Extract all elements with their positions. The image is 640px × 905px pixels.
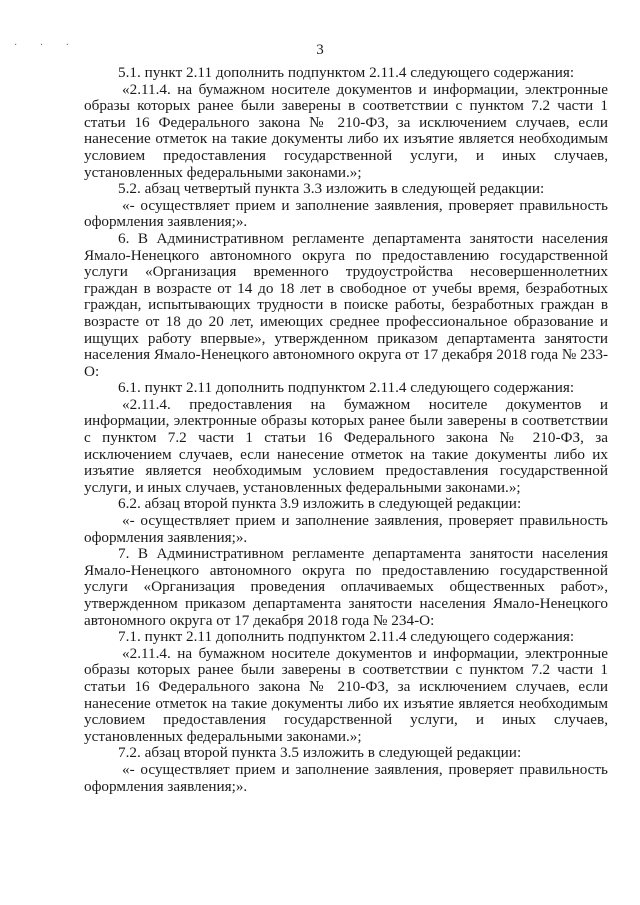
paragraph-6-2: 6.2. абзац второй пункта 3.9 изложить в следующей редакции: <box>118 495 522 513</box>
paragraph-7-2: 7.2. абзац второй пункта 3.5 изложить в следующей редакции: <box>118 744 522 762</box>
paragraph-5-1: 5.1. пункт 2.11 дополнить подпунктом 2.11.4 следующего содержания: <box>118 64 575 81</box>
paragraph-7-1: 7.1. пункт 2.11 дополнить подпунктом 2.11.4 следующего содержания: <box>118 628 575 646</box>
quote-5-2: «- осуществляет прием и заполнение заявления, проверяет правильность оформления заявления;». <box>84 196 608 231</box>
paragraph-7: 7. В Административном регламенте департамента занятости населения Ямало-Ненецкого автономного округа по предоставлению государственной услуги «Организация проведения оплачиваемых общественных работ», утвержденном приказом департамента занятости населения Ямало-Ненецкого автономного округа от 17 декабря 2018 года № 234-О: <box>84 545 608 629</box>
paragraph-5-2: 5.2. абзац четвертый пункта 3.3 изложить в следующей редакции: <box>118 180 545 198</box>
scan-specks: · · · <box>14 40 79 51</box>
paragraph-6: 6. В Административном регламенте департамента занятости населения Ямало-Ненецкого автономного округа по предоставлению государственной услуги «Организация временного трудоустройства несовершеннолетних граждан в возрасте от 14 до 18 лет в свободное от учебы время, безработных граждан, испытывающих трудности в поиске работы, безработных граждан в возрасте от 18 до 20 лет, имеющих среднее профессиональное образование и ищущих работу впервые», утвержденном приказом департамента занятости населения Ямало-Ненецкого автономного округа от 17 декабря 2018 года № 233-О: <box>84 229 608 380</box>
quote-5-1: «2.11.4. на бумажном носителе документов и информации, электронные образы которых ранее были заверены в соответствии с пунктом 7.2 части 1 статьи 16 Федерального закона № 210-ФЗ, за исключением случаев, если нанесение отметок на такие документы либо их изъятие является необходимым условием предоставления государственной услуги, и иных случаев, установленных федеральными законами.»; <box>84 80 608 181</box>
quote-7-1: «2.11.4. на бумажном носителе документов и информации, электронные образы которых ранее были заверены в соответствии с пунктом 7.2 части 1 статьи 16 Федерального закона № 210-ФЗ, за исключением случаев, если нанесение отметок на такие документы либо их изъятие является необходимым условием предоставления государственной услуги, и иных случаев, установленных федеральными законами.»; <box>84 644 608 745</box>
quote-6-1: «2.11.4. предоставления на бумажном носителе документов и информации, электронные образы которых ранее были заверены в соответствии с пунктом 7.2 части 1 статьи 16 Федерального закона № 210-ФЗ, за исключением случаев, если нанесение отметок на такие документы либо их изъятие является необходимым условием предоставления государственной услуги, и иных случаев, установленных федеральными законами.»; <box>84 395 608 496</box>
paragraph-6-1: 6.1. пункт 2.11 дополнить подпунктом 2.11.4 следующего содержания: <box>118 379 575 397</box>
document-body <box>84 65 608 795</box>
page-number: 3 <box>316 42 324 58</box>
quote-6-2: «- осуществляет прием и заполнение заявления, проверяет правильность оформления заявления;». <box>84 512 608 546</box>
quote-7-2: «- осуществляет прием и заполнение заявления, проверяет правильность оформления заявления;». <box>84 760 608 795</box>
